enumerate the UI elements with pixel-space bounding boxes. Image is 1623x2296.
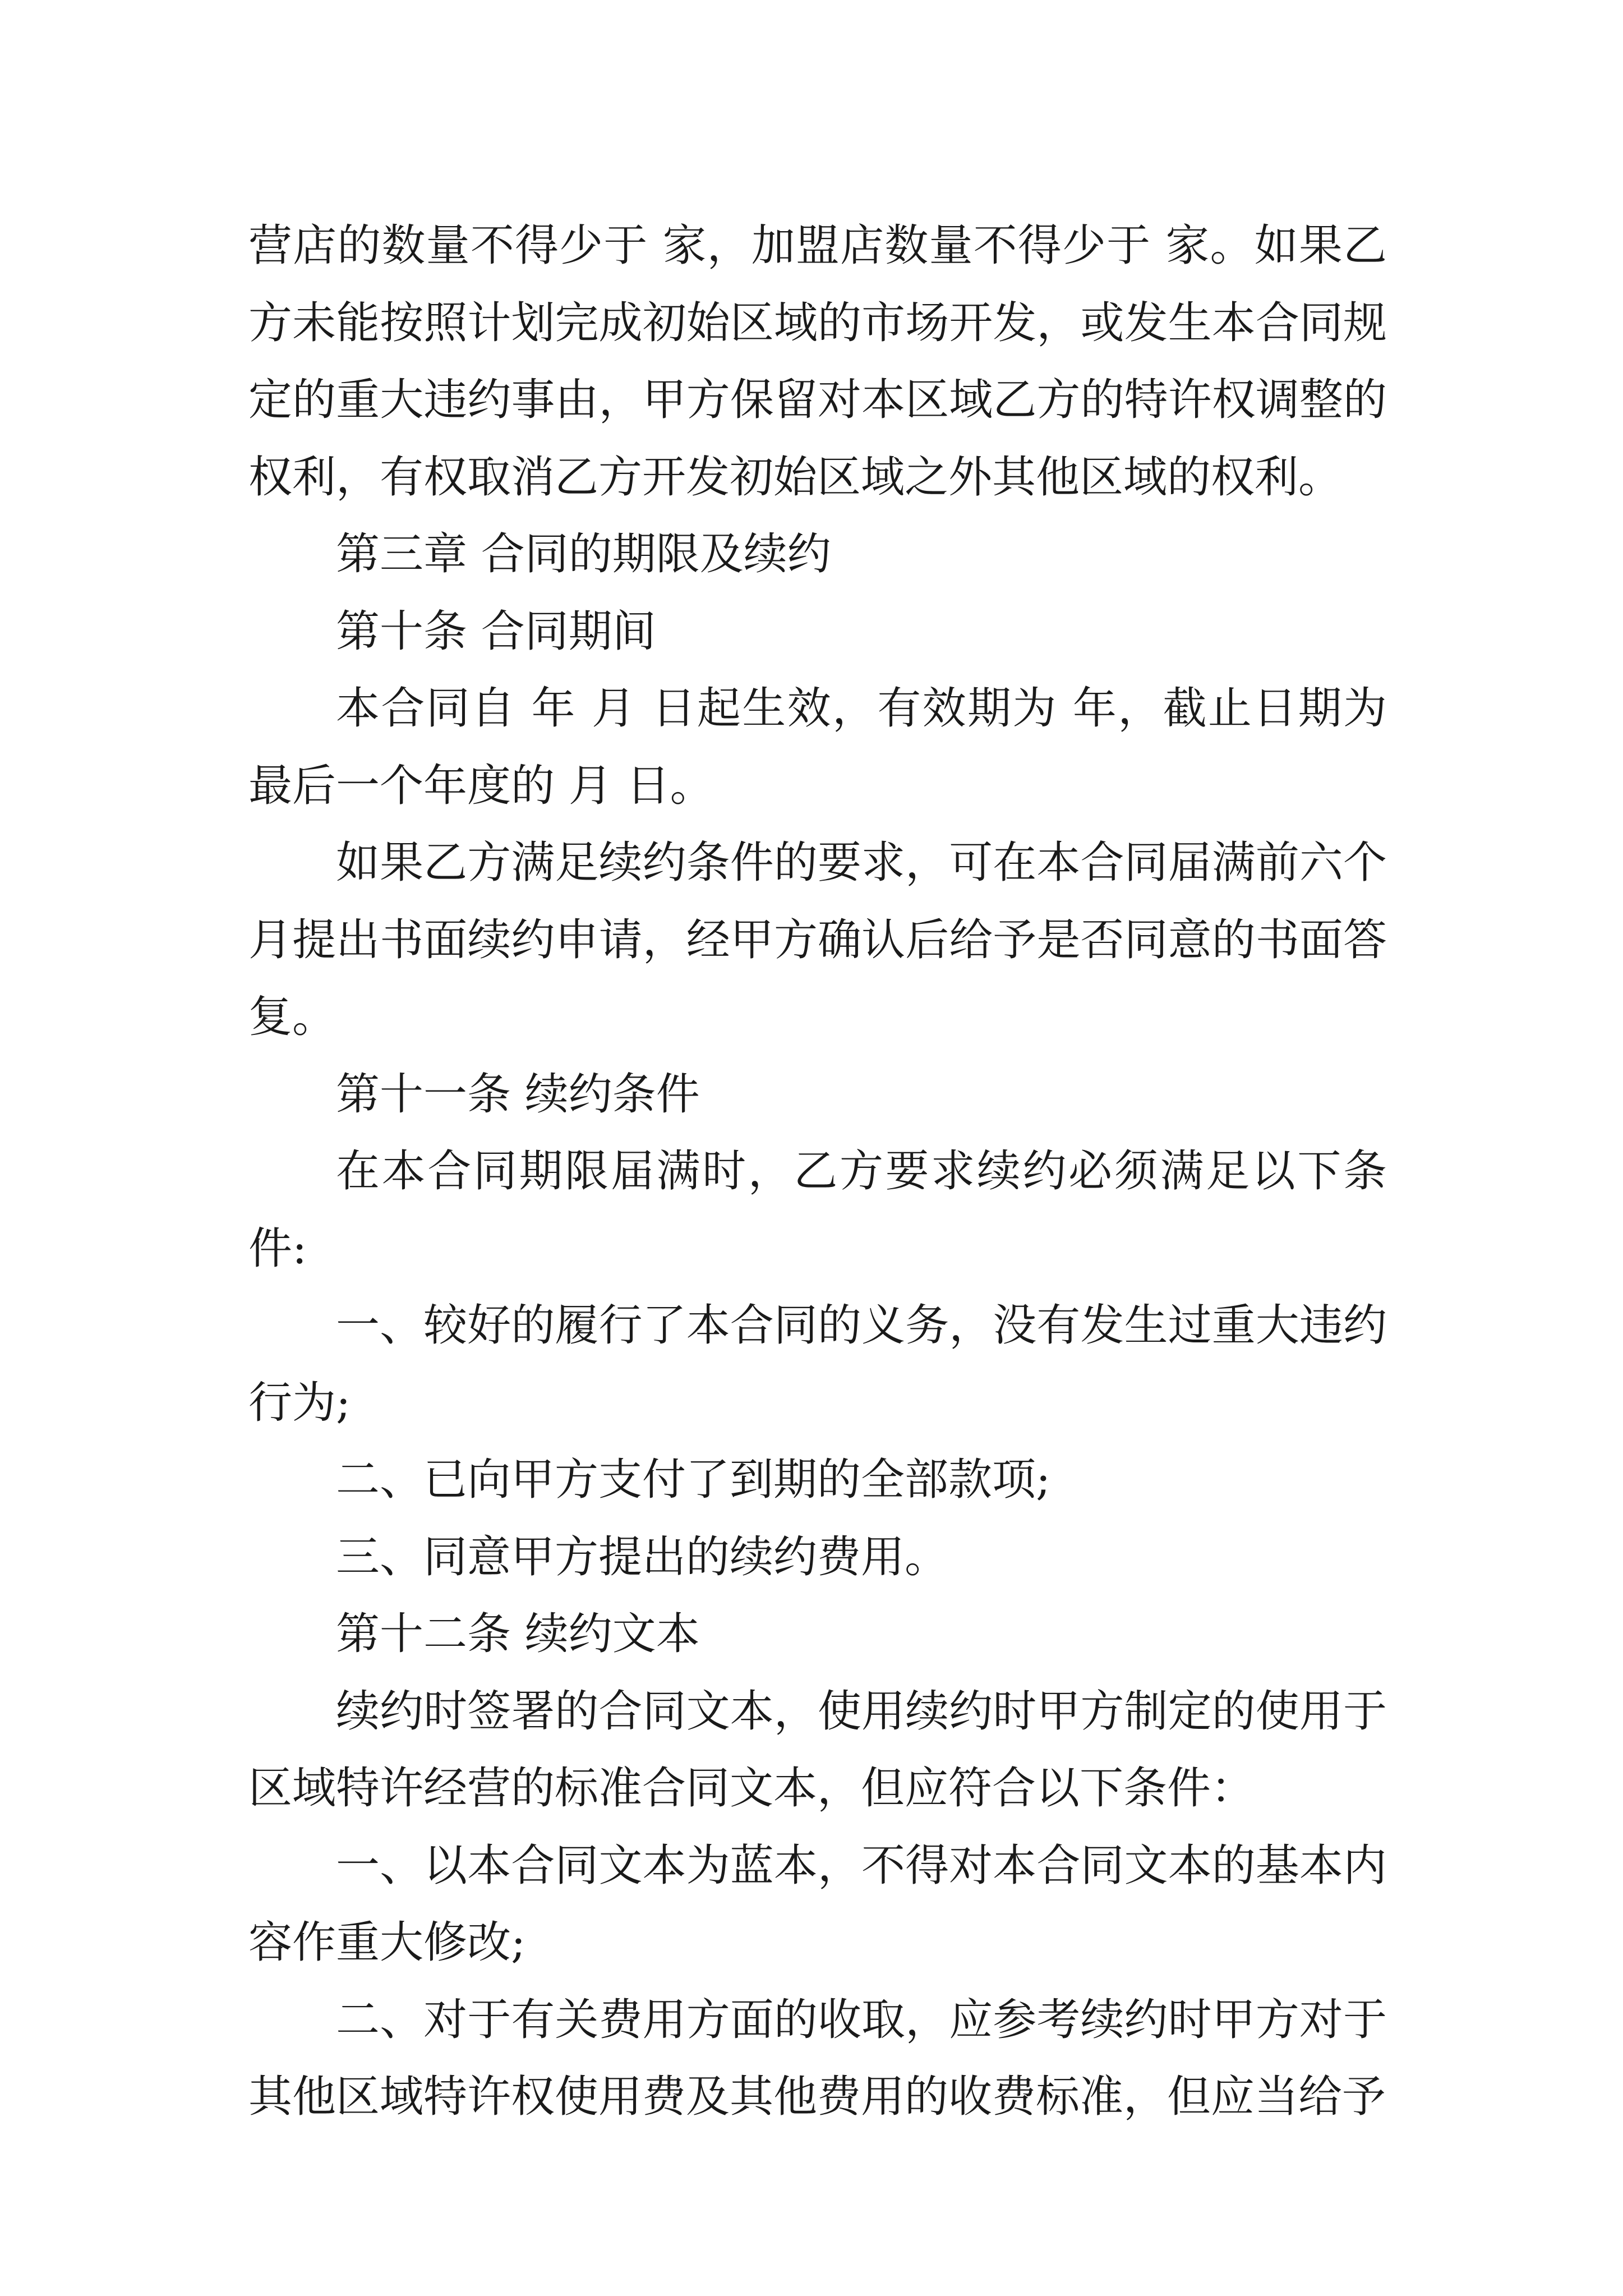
paragraph-renewal-application: 如果乙方满足续约条件的要求，可在本合同届满前六个月提出书面续约申请，经甲方确认后给予是否同意的书面答复。: [248, 838, 1387, 1042]
paragraph-renewal-text: 续约时签署的合同文本，使用续约时甲方制定的使用于区域特许经营的标准合同文本，但应符合以下条件：: [248, 1686, 1387, 1814]
list-item-text-condition-1: 一、以本合同文本为蓝本，不得对本合同文本的基本内容作重大修改;: [248, 1840, 1387, 1968]
paragraph-term: 本合同自 年 月 日起生效，有效期为 年，截止日期为最后一个年度的 月 日。: [248, 683, 1387, 811]
document-body: [248, 208, 1387, 2136]
chapter-heading-3: 第三章 合同的期限及续约: [336, 529, 831, 579]
paragraph-1: 营店的数量不得少于 家，加盟店数量不得少于 家。如果乙方未能按照计划完成初始区域的市场开发，或发生本合同规定的重大违约事由，甲方保留对本区域乙方的特许权调整的权利，有权取消乙方开发初始区域之外其他区域的权利。: [248, 220, 1387, 503]
list-item-condition-1: 一、较好的履行了本合同的义务，没有发生过重大违约行为;: [248, 1300, 1387, 1428]
list-item-condition-3: 三、同意甲方提出的续约费用。: [336, 1531, 949, 1582]
paragraph-renewal-conditions: 在本合同期限届满时，乙方要求续约必须满足以下条件:: [248, 1146, 1387, 1274]
list-item-text-condition-2: 二、对于有关费用方面的收取，应参考续约时甲方对于其他区域特许权使用费及其他费用的收费标准，但应当给予: [248, 1994, 1387, 2122]
article-heading-12: 第十二条 续约文本: [336, 1609, 700, 1659]
list-item-condition-2: 二、已向甲方支付了到期的全部款项;: [336, 1455, 1051, 1505]
article-heading-11: 第十一条 续约条件: [336, 1069, 700, 1120]
article-heading-10: 第十条 合同期间: [336, 606, 656, 657]
